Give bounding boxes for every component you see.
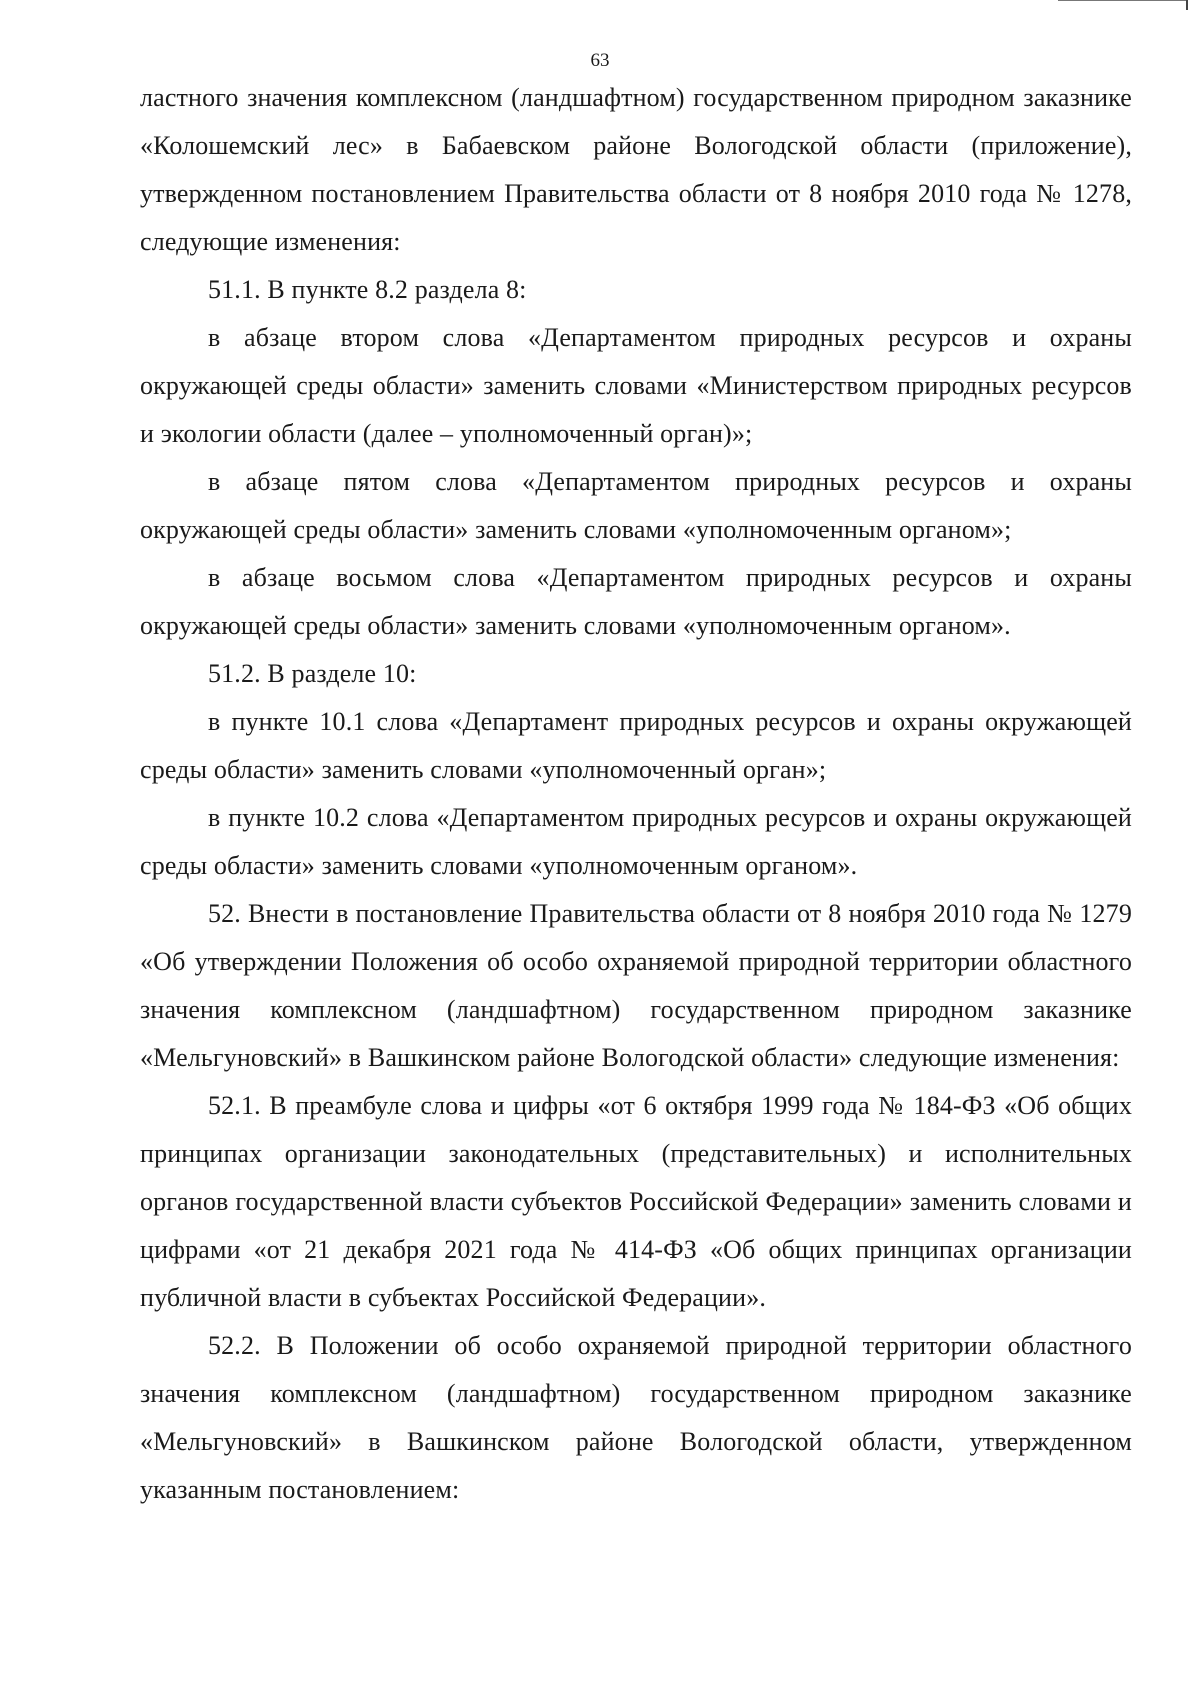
- paragraph-51-2-punkt-10-1: в пункте 10.1 слова «Департамент природных ресурсов и охраны окружающей среды области» заменить словами «уполномоченный орган»;: [140, 707, 1132, 784]
- paragraph-51-1-abzac-2: в абзаце втором слова «Департаментом природных ресурсов и охраны окружающей среды области» заменить словами «Министерством природных ресурсов и экологии области (далее – уполномоченный орган)»;: [140, 323, 1132, 448]
- page-number: 63: [590, 50, 610, 71]
- paragraph-52: 52. Внести в постановление Правительства области от 8 ноября 2010 года № 1279 «Об утверждении Положения об особо охраняемой природной территории областного значения комплексном (ландшафтном) государственном природном заказнике «Мельгуновский» в Вашкинском районе Вологодской области» следующие изменения:: [140, 899, 1132, 1072]
- paragraph-51-1-abzac-8: в абзаце восьмом слова «Департаментом природных ресурсов и охраны окружающей среды области» заменить словами «уполномоченным органом».: [140, 563, 1132, 640]
- paragraph-52-1: 52.1. В преамбуле слова и цифры «от 6 октября 1999 года № 184-ФЗ «Об общих принципах организации законодательных (представительных) и исполнительных органов государственной власти субъектов Российской Федерации» заменить словами и цифрами «от 21 декабря 2021 года № 414-ФЗ «Об общих принципах организации публичной власти в субъектах Российской Федерации».: [140, 1091, 1132, 1312]
- paragraph-51-1-abzac-5: в абзаце пятом слова «Департаментом природных ресурсов и охраны окружающей среды области» заменить словами «уполномоченным органом»;: [140, 467, 1132, 544]
- paragraph-52-2: 52.2. В Положении об особо охраняемой природной территории областного значения комплексном (ландшафтном) государственном природном заказнике «Мельгуновский» в Вашкинском районе Вологодской области, утвержденном указанным постановлением:: [140, 1331, 1132, 1504]
- paragraph-51-2: 51.2. В разделе 10:: [208, 659, 417, 688]
- paragraph-continuation: ластного значения комплексном (ландшафтном) государственном природном заказнике «Колошемский лес» в Бабаевском районе Вологодской области (приложение), утвержденном постановлением Правительства области от 8 ноября 2010 года № 1278, следующие изменения:: [140, 83, 1132, 256]
- document-body: [140, 74, 1132, 1514]
- paragraph-51-1: 51.1. В пункте 8.2 раздела 8:: [208, 275, 527, 304]
- paragraph-51-2-punkt-10-2: в пункте 10.2 слова «Департаментом природных ресурсов и охраны окружающей среды области» заменить словами «уполномоченным органом».: [140, 803, 1132, 880]
- scan-corner-mark: [1058, 0, 1188, 9]
